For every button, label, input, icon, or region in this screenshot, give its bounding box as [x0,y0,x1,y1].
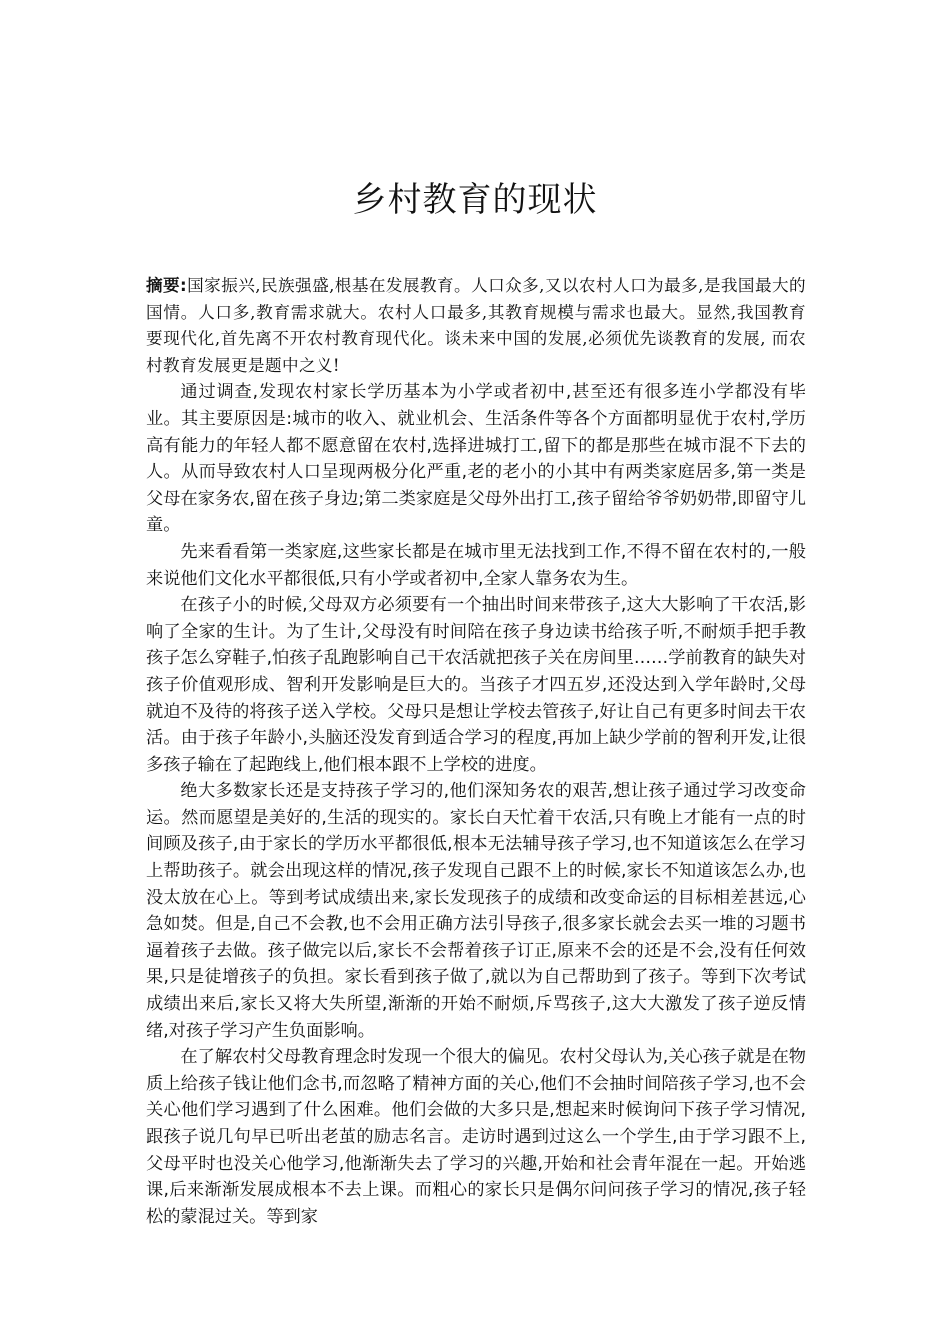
body-paragraph-5: 在了解农村父母教育理念时发现一个很大的偏见。农村父母认为,关心孩子就是在物质上给孩子钱让他们念书,而忽略了精神方面的关心,他们不会抽时间陪孩子学习,也不会关心他们学习遇到了什么困难。他们会做的大多只是,想起来时候询问下孩子学习情况,跟孩子说几句早已听出老茧的励志名言。走访时遇到过这么一个学生,由于学习跟不上,父母平时也没关心他学习,他渐渐失去了学习的兴趣,开始和社会青年混在一起。开始逃课,后来渐渐发展成根本不去上课。而粗心的家长只是偶尔问问孩子学习的情况,孩子轻松的蒙混过关。等到家 [146,1047,806,1227]
document-title: 乡村教育的现状 [352,180,598,220]
document-body [146,273,806,1230]
body-paragraph-3: 在孩子小的时候,父母双方必须要有一个抽出时间来带孩子,这大大影响了干农活,影响了全家的生计。为了生计,父母没有时间陪在孩子身边读书给孩子听,不耐烦手把手教孩子怎么穿鞋子,怕孩子乱跑影响自己干农活就把孩子关在房间里……学前教育的缺失对孩子价值观形成、智利开发影响是巨大的。当孩子才四五岁,还没达到入学年龄时,父母就迫不及待的将孩子送入学校。父母只是想让学校去管孩子,好让自己有更多时间去干农活。由于孩子年龄小,头脑还没发育到适合学习的程度,再加上缺少学前的智利开发,让很多孩子输在了起跑线上,他们根本跟不上学校的进度。 [146,595,806,775]
abstract-paragraph [146,273,806,379]
body-paragraph-2: 先来看看第一类家庭,这些家长都是在城市里无法找到工作,不得不留在农村的,一般来说他们文化水平都很低,只有小学或者初中,全家人靠务农为生。 [146,541,806,589]
body-paragraph-4: 绝大多数家长还是支持孩子学习的,他们深知务农的艰苦,想让孩子通过学习改变命运。然而愿望是美好的,生活的现实的。家长白天忙着干农活,只有晚上才能有一点的时间顾及孩子,由于家长的学历水平都很低,根本无法辅导孩子学习,也不知道该怎么在学习上帮助孩子。就会出现这样的情况,孩子发现自己跟不上的时候,家长不知道该怎么办,也没太放在心上。等到考试成绩出来,家长发现孩子的成绩和改变命运的目标相差甚远,心急如焚。但是,自己不会教,也不会用正确方法引导孩子,很多家长就会去买一堆的习题书逼着孩子去做。孩子做完以后,家长不会帮着孩子订正,原来不会的还是不会,没有任何效果,只是徒增孩子的负担。家长看到孩子做了,就以为自己帮助到了孩子。等到下次考试成绩出来后,家长又将大失所望,渐渐的开始不耐烦,斥骂孩子,这大大激发了孩子逆反情绪,对孩子学习产生负面影响。 [146,781,806,1041]
abstract-text: 国家振兴,民族强盛,根基在发展教育。人口众多,又以农村人口为最多,是我国最大的国情。人口多,教育需求就大。农村人口最多,其教育规模与需求也最大。显然,我国教育要现代化,首先离不开农村教育现代化。谈未来中国的发展,必须优先谈教育的发展, 而农村教育发展更是题中之义! [146,276,806,375]
body-paragraph-1: 通过调查,发现农村家长学历基本为小学或者初中,甚至还有很多连小学都没有毕业。其主要原因是:城市的收入、就业机会、生活条件等各个方面都明显优于农村,学历高有能力的年轻人都不愿意留在农村,选择进城打工,留下的都是那些在城市混不下去的人。从而导致农村人口呈现两极分化严重,老的老小的小其中有两类家庭居多,第一类是父母在家务农,留在孩子身边;第二类家庭是父母外出打工,孩子留给爷爷奶奶带,即留守儿童。 [146,382,806,536]
abstract-label: 摘要: [146,276,188,295]
